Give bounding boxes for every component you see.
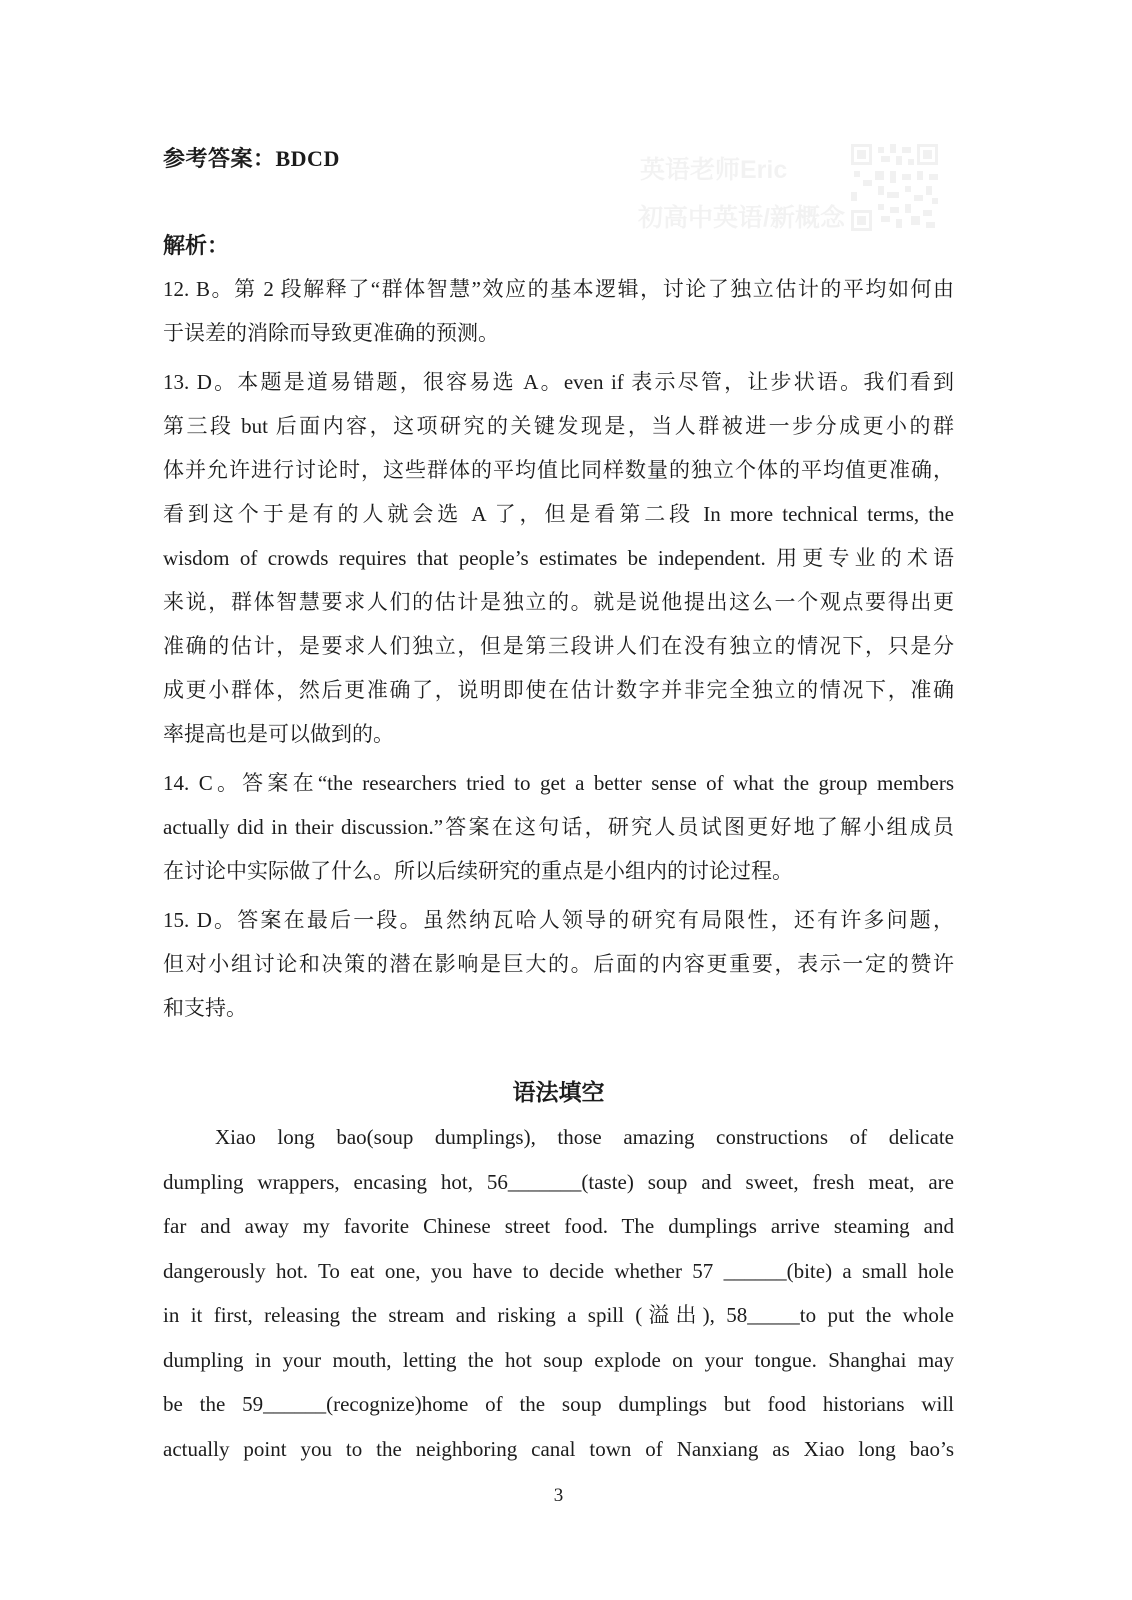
grammar-section-title: 语法填空 xyxy=(512,1079,605,1105)
page-number: 3 xyxy=(553,1485,564,1506)
explanation-line: 看到这个于是有的人就会选 A 了，但是看第二段 In more technical terms, the xyxy=(163,502,954,526)
passage-line: be the 59______(recognize)home of the soup dumplings but food historians will xyxy=(163,1392,954,1416)
explanation-line: 13. D。本题是道易错题，很容易选 A。even if 表示尽管，让步状语。我们看到 xyxy=(163,370,954,394)
explanation-line: 第三段 but 后面内容，这项研究的关键发现是，当人群被进一步分成更小的群 xyxy=(163,414,954,438)
explanation-line: wisdom of crowds requires that people’s estimates be independent. 用更专业的术语 xyxy=(163,546,954,570)
explanation-line: 和支持。 xyxy=(163,996,247,1020)
grammar-passage xyxy=(163,1115,954,1471)
watermark-text-line2: 初高中英语/新概念 xyxy=(638,204,845,232)
analysis-heading: 解析： xyxy=(163,233,230,258)
explanation-paragraph-15 xyxy=(163,898,954,1030)
explanation-line: 于误差的消除而导致更准确的预测。 xyxy=(163,321,499,345)
explanation-line: 15. D。答案在最后一段。虽然纳瓦哈人领导的研究有局限性，还有许多问题， xyxy=(163,908,954,932)
explanation-line: 率提高也是可以做到的。 xyxy=(163,722,394,746)
explanation-line: 成更小群体，然后更准确了，说明即使在估计数字并非完全独立的情况下，准确 xyxy=(163,678,954,702)
passage-line: Xiao long bao(soup dumplings), those amazing constructions of delicate xyxy=(215,1125,954,1149)
explanation-line: actually did in their discussion.”答案在这句话，研究人员试图更好地了解小组成员 xyxy=(163,815,954,839)
explanation-line: 准确的估计，是要求人们独立，但是第三段讲人们在没有独立的情况下，只是分 xyxy=(163,634,954,658)
passage-line: in it first, releasing the stream and risking a spill (溢出), 58_____to put the whole xyxy=(163,1303,954,1327)
explanation-line: 12. B。第 2 段解释了“群体智慧”效应的基本逻辑，讨论了独立估计的平均如何由 xyxy=(163,277,954,301)
passage-line: dangerously hot. To eat one, you have to decide whether 57 ______(bite) a small hole xyxy=(163,1258,954,1283)
passage-line: far and away my favorite Chinese street food. The dumplings arrive steaming and xyxy=(163,1214,954,1238)
explanation-line: 14. C。答案在“the researchers tried to get a better sense of what the group members xyxy=(163,771,954,795)
watermark-text-line1: 英语老师Eric xyxy=(640,156,788,184)
document-content xyxy=(163,146,954,1507)
explanation-paragraph-14 xyxy=(163,761,954,893)
passage-line: dumpling in your mouth, letting the hot soup explode on your tongue. Shanghai may xyxy=(163,1347,954,1372)
explanation-line: 来说，群体智慧要求人们的估计是独立的。就是说他提出这么一个观点要得出更 xyxy=(163,590,954,614)
passage-line: dumpling wrappers, encasing hot, 56_______(taste) soup and sweet, fresh meat, are xyxy=(163,1169,954,1194)
passage-line: actually point you to the neighboring canal town of Nanxiang as Xiao long bao’s xyxy=(163,1436,954,1461)
explanation-paragraph-12 xyxy=(163,267,954,355)
explanation-line: 体并允许进行讨论时，这些群体的平均值比同样数量的独立个体的平均值更准确， xyxy=(163,458,954,482)
explanation-paragraph-13 xyxy=(163,360,954,756)
explanation-line: 在讨论中实际做了什么。所以后续研究的重点是小组内的讨论过程。 xyxy=(163,859,793,883)
answers-heading: 参考答案：BDCD xyxy=(163,146,340,171)
explanation-line: 但对小组讨论和决策的潜在影响是巨大的。后面的内容更重要，表示一定的赞许 xyxy=(163,952,954,976)
